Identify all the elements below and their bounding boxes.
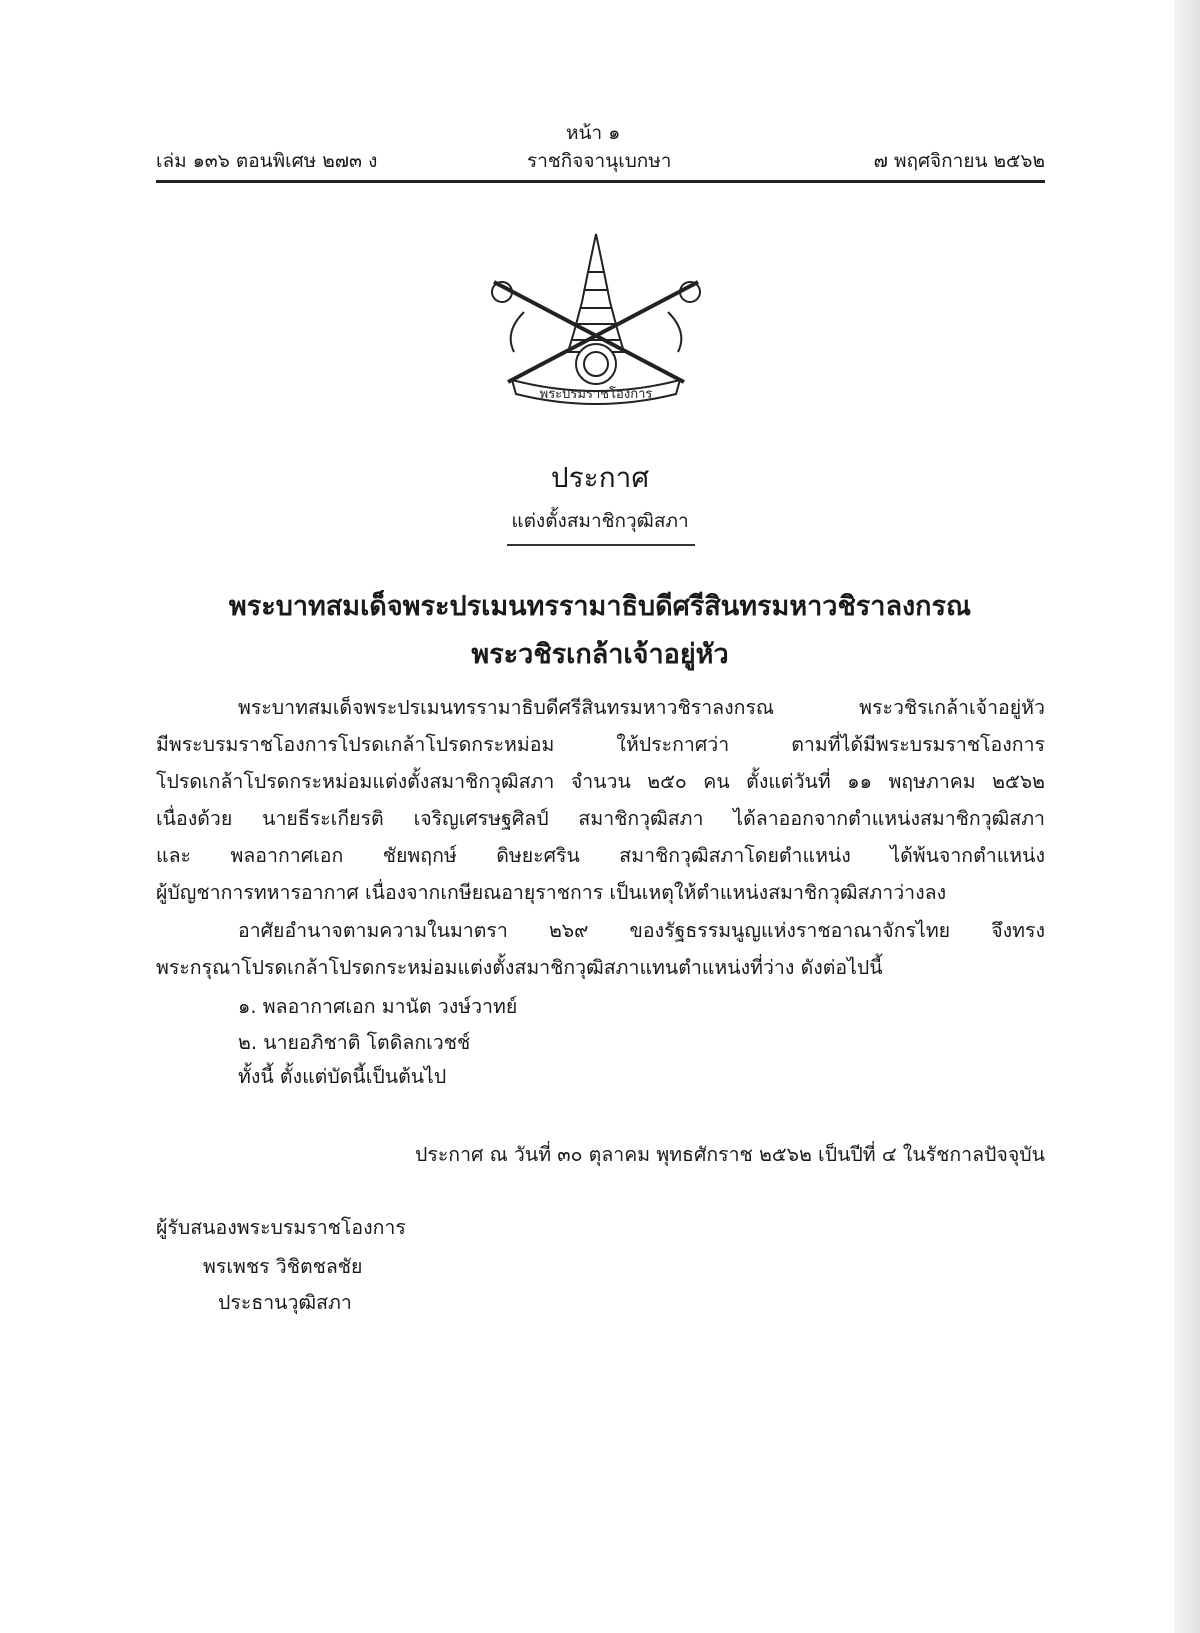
body-line: ผู้บัญชาการทหารอากาศ เนื่องจากเกษียณอายุราชการ เป็นเหตุให้ตำแหน่งสมาชิกวุฒิสภาว่างลง bbox=[156, 881, 947, 904]
countersign-label: ผู้รับสนองพระบรมราชโองการ bbox=[156, 1216, 406, 1239]
countersign-position: ประธานวุฒิสภา bbox=[218, 1291, 352, 1314]
gazette-name: ราชกิจจานุเบกษา bbox=[527, 150, 672, 172]
gazette-volume: เล่ม ๑๓๖ ตอนพิเศษ ๒๗๓ ง bbox=[156, 150, 378, 172]
countersign-name: พรเพชร วิชิตชลชัย bbox=[203, 1255, 363, 1278]
header-rule bbox=[156, 180, 1045, 183]
body-line: อาศัยอำนาจตามความในมาตรา ๒๖๙ ของรัฐธรรมนูญแห่งราชอาณาจักรไทย จึงทรง bbox=[238, 919, 1045, 942]
royal-name-line-1: พระบาทสมเด็จพระปรเมนทรรามาธิบดีศรีสินทรมหาวชิราลงกรณ bbox=[228, 591, 972, 622]
body-line: พระกรุณาโปรดเกล้าโปรดกระหม่อมแต่งตั้งสมาชิกวุฒิสภาแทนตำแหน่งที่ว่าง ดังต่อไปนี้ bbox=[156, 956, 883, 979]
royal-name-line-2: พระวชิรเกล้าเจ้าอยู่หัว bbox=[471, 639, 729, 670]
body-line: มีพระบรมราชโองการโปรดเกล้าโปรดกระหม่อม ให้ประกาศว่า ตามที่ได้มีพระบรมราชโองการ bbox=[156, 733, 1045, 756]
document-subtitle: แต่งตั้งสมาชิกวุฒิสภา bbox=[511, 510, 689, 532]
page-number: หน้า ๑ bbox=[566, 122, 621, 144]
document-title: ประกาศ bbox=[550, 461, 650, 494]
proclamation-date: ประกาศ ณ วันที่ ๓๐ ตุลาคม พุทธศักราช ๒๕๖๒ เป็นปีที่ ๔ ในรัชกาลปัจจุบัน bbox=[414, 1143, 1045, 1166]
gazette-date: ๗ พฤศจิกายน ๒๕๖๒ bbox=[873, 150, 1045, 172]
body-line: และ พลอากาศเอก ชัยพฤกษ์ ดิษยะศริน สมาชิกวุฒิสภาโดยตำแหน่ง ได้พ้นจากตำแหน่ง bbox=[156, 844, 1045, 867]
body-line: เนื่องด้วย นายธีระเกียรติ เจริญเศรษฐศิลป์ สมาชิกวุฒิสภา ได้ลาออกจากตำแหน่งสมาชิกวุฒิสภา bbox=[156, 807, 1045, 830]
royal-emblem-icon bbox=[484, 232, 708, 410]
svg-text:พระบรมราชโองการ: พระบรมราชโองการ bbox=[539, 387, 653, 402]
body-line: พระบาทสมเด็จพระปรเมนทรรามาธิบดีศรีสินทรมหาวชิราลงกรณ พระวชิรเกล้าเจ้าอยู่หัว bbox=[238, 696, 1045, 719]
appointee-item: ๒. นายอภิชาติ โตดิลกเวชช์ bbox=[238, 1031, 471, 1054]
page-edge-shadow bbox=[1174, 0, 1200, 1633]
appointee-item: ๑. พลอากาศเอก มานัต วงษ์วาทย์ bbox=[238, 995, 518, 1018]
title-underline bbox=[507, 544, 695, 546]
body-line: โปรดเกล้าโปรดกระหม่อมแต่งตั้งสมาชิกวุฒิสภา จำนวน ๒๕๐ คน ตั้งแต่วันที่ ๑๑ พฤษภาคม ๒๕๖๒ bbox=[156, 770, 1045, 793]
effective-statement: ทั้งนี้ ตั้งแต่บัดนี้เป็นต้นไป bbox=[238, 1065, 447, 1088]
